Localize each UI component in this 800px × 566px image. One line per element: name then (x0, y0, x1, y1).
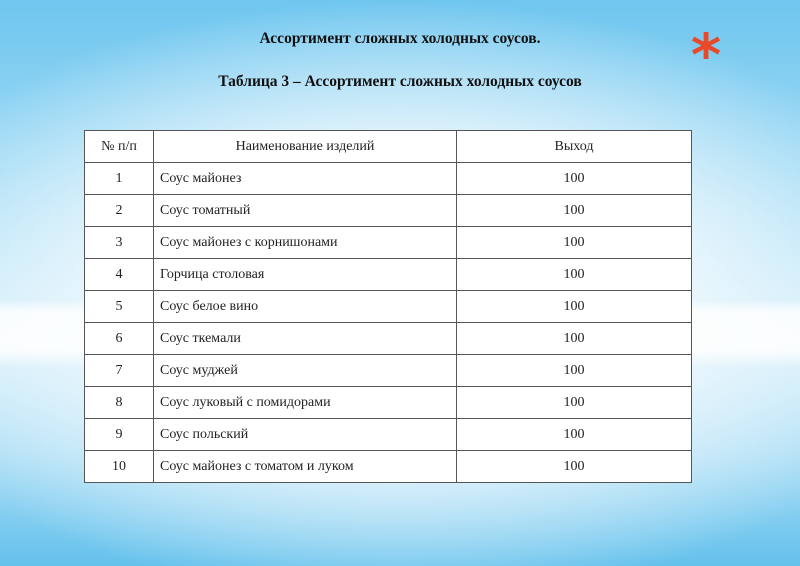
table-caption: Таблица 3 – Ассортимент сложных холодных соусов (218, 73, 582, 90)
row-name: Соус майонез (154, 163, 457, 195)
row-number: 8 (85, 387, 154, 419)
row-name: Соус белое вино (154, 291, 457, 323)
table-row (85, 227, 692, 259)
row-name: Соус польский (154, 419, 457, 451)
row-output: 100 (457, 323, 692, 355)
row-number: 9 (85, 419, 154, 451)
row-output: 100 (457, 291, 692, 323)
row-name: Соус майонез с томатом и луком (154, 451, 457, 483)
row-output: 100 (457, 195, 692, 227)
header-output: Выход (457, 131, 692, 163)
row-output: 100 (457, 259, 692, 291)
row-number: 3 (85, 227, 154, 259)
table-row (85, 451, 692, 483)
row-name: Соус майонез с корнишонами (154, 227, 457, 259)
row-number: 2 (85, 195, 154, 227)
row-number: 10 (85, 451, 154, 483)
table-row (85, 355, 692, 387)
table-row (85, 163, 692, 195)
row-number: 7 (85, 355, 154, 387)
slide-title: Ассортимент сложных холодных соусов. (259, 30, 541, 47)
asterisk-icon: * (690, 21, 722, 89)
table-row (85, 387, 692, 419)
table-header-row (85, 131, 692, 163)
table-row (85, 195, 692, 227)
row-name: Соус луковый с помидорами (154, 387, 457, 419)
row-output: 100 (457, 163, 692, 195)
row-output: 100 (457, 355, 692, 387)
row-name: Соус томатный (154, 195, 457, 227)
table-row (85, 419, 692, 451)
row-number: 6 (85, 323, 154, 355)
table-row (85, 323, 692, 355)
table-row (85, 291, 692, 323)
header-name: Наименование изделий (154, 131, 457, 163)
row-number: 5 (85, 291, 154, 323)
row-output: 100 (457, 227, 692, 259)
row-output: 100 (457, 451, 692, 483)
header-number: № п/п (85, 131, 154, 163)
row-output: 100 (457, 387, 692, 419)
assortment-table (84, 130, 692, 483)
row-name: Горчица столовая (154, 259, 457, 291)
table-row (85, 259, 692, 291)
row-number: 1 (85, 163, 154, 195)
row-name: Соус муджей (154, 355, 457, 387)
row-number: 4 (85, 259, 154, 291)
row-name: Соус ткемали (154, 323, 457, 355)
row-output: 100 (457, 419, 692, 451)
